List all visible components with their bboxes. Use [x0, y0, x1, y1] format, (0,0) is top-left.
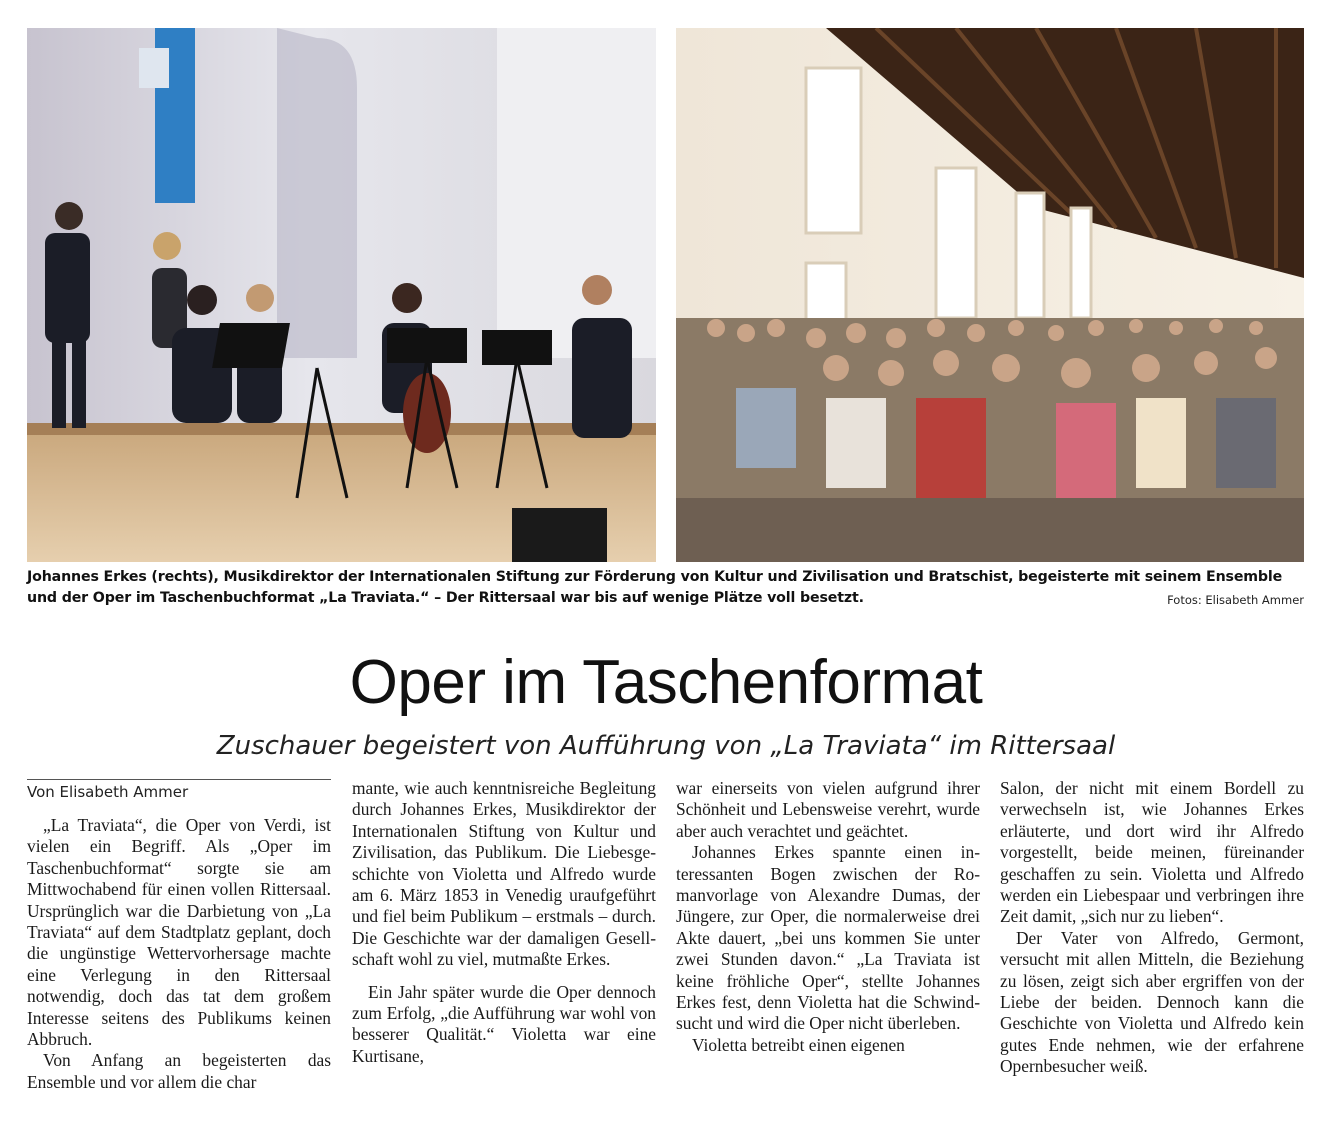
- photo-ensemble: [27, 28, 656, 562]
- paragraph: Von Anfang an begeisterten das Ensemble und vor allem die char: [27, 1050, 331, 1092]
- paragraph: Der Vater von Alfredo, Germont, versucht mit allen Mitteln, die Beziehung zu lösen, zeigt sich aber ergriffen von der Liebe der beiden. Dennoch kann die Geschichte von Violetta und Alfredo kein gutes Ende nehmen, wie der erfahrene Opernbesucher weiß.: [1000, 927, 1304, 1077]
- paragraph: mante, wie auch kenntnisreiche Begleitung durch Johannes Erkes, Musikdirektor der Internationalen Stiftung von Kultur und Zivilisation, das Publikum. Die Liebesgeschichte von Violetta und Alfredo wurde am 6. März 1853 in Venedig uraufgeführt und fiel beim Publikum – erstmals – durch. Die Geschichte war der damaligen Gesellschaft wohl zu viel, mutmaßte Erkes.: [352, 778, 656, 970]
- subheadline: Zuschauer begeistert von Aufführung von „La Traviata“ im Rittersaal: [216, 731, 1116, 761]
- article-column-4: [1000, 778, 1304, 1078]
- paragraph: war einerseits von vielen aufgrund ihrer Schönheit und Lebensweise verehrt, wurde aber auch verachtet und geächtet.: [676, 778, 980, 841]
- article-column-2: [352, 778, 656, 1067]
- photo-caption: Johannes Erkes (rechts), Musikdirektor der Internationalen Stiftung zur Förderung von Kultur und Zivilisation und Bratschist, begeisterte mit seinem Ensemble und der Oper im Taschenbuchformat „La Traviata.“ – Der Rittersaal war bis auf wenige Plätze voll besetzt.: [27, 569, 1283, 606]
- paragraph: Salon, der nicht mit einem Bordell zu verwechseln ist, wie Johannes Erkes erläuterte, und dort wird ihr Alfredo vorgestellt, beide meinen, füreinander geschaffen zu sein. Violetta und Alfredo werden ein Liebespaar und verbringen ihre Zeit damit, „sich nur zu lieben“.: [1000, 778, 1304, 927]
- article-column-1: [27, 778, 331, 1093]
- paragraph: Violetta betreibt einen eigenen: [692, 1034, 905, 1055]
- photo-audience: [676, 28, 1304, 562]
- paragraph: „La Traviata“, die Oper von Verdi, ist vielen ein Begriff. Als „Oper im Taschenbuchformat“ sorgte sie am Mittwochabend für einen vollen Rittersaal. Ursprünglich war die Darbietung von „La Traviata“ auf dem Stadtplatz geplant, doch die ungünstige Wettervorhersage machte eine Verlegung in den Rittersaal notwendig, doch das tat dem großem Interesse seitens des Publikums keinen Abbruch.: [27, 815, 331, 1050]
- paragraph: Johannes Erkes spannte einen interessanten Bogen zwischen der Romanvorlage von Alexandre Dumas, der Jüngere, zur Oper, die normalerweise drei Akte dauert, „bei uns kommen Sie unter zwei Stunden davon.“ „La Traviata ist keine fröhliche Oper“, stellte Johannes Erkes fest, denn Violetta hat die Schwindsucht und wird die Oper nicht überleben.: [676, 842, 980, 1034]
- byline: Von Elisabeth Ammer: [27, 783, 189, 801]
- headline: Oper im Taschenformat: [349, 648, 983, 717]
- paragraph: Ein Jahr später wurde die Oper dennoch zum Erfolg, „die Aufführung war wohl von besserer Qualität.“ Violetta war eine Kurtisane,: [352, 981, 656, 1066]
- article-column-3: [676, 778, 980, 1056]
- photo-credit: Fotos: Elisabeth Ammer: [1167, 593, 1304, 607]
